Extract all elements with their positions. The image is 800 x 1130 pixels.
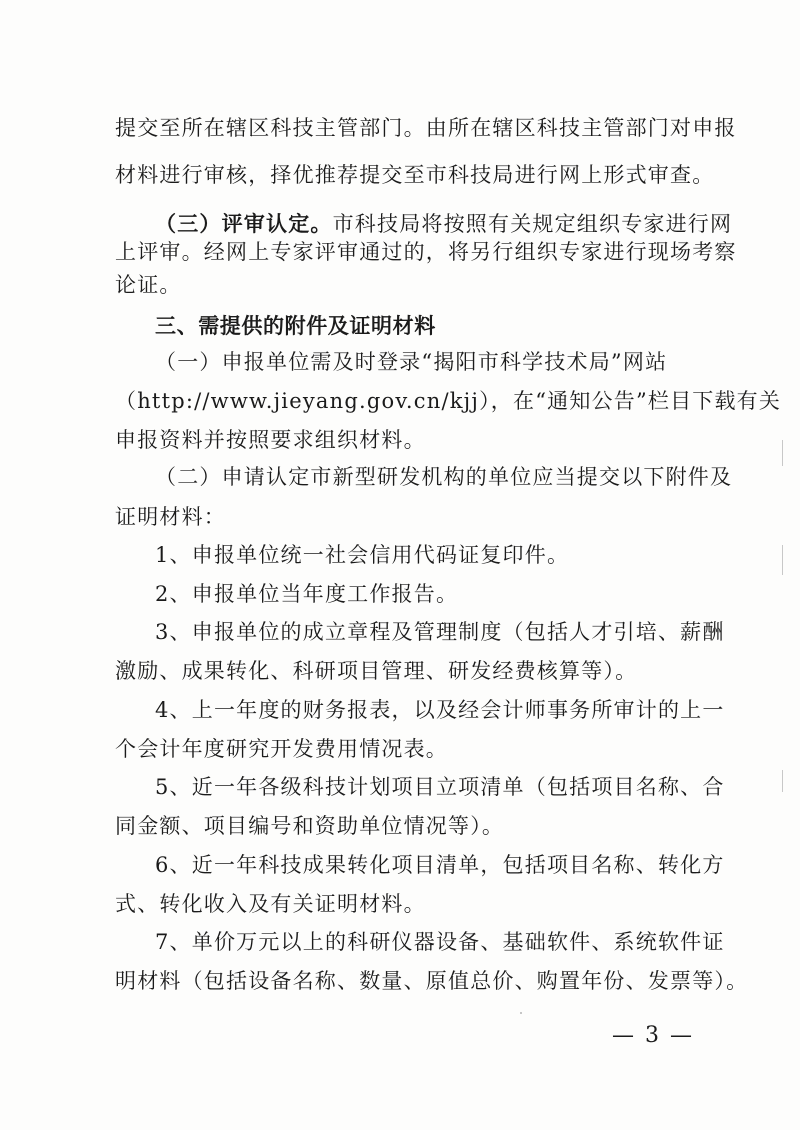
scan-edge-mark-1 (782, 440, 783, 466)
paragraph-line-2: 材料进行审核，择优推荐提交至市科技局进行网上形式审查。 (115, 163, 715, 187)
page-number: — 3 — (612, 1023, 694, 1048)
list-item-4-cont: 个会计年度研究开发费用情况表。 (115, 737, 448, 761)
scan-edge-mark-2 (782, 545, 783, 575)
list-item-5-cont: 同金额、项目编号和资助单位情况等）。 (115, 814, 505, 838)
paragraph-line-1: 提交至所在辖区科技主管部门。由所在辖区科技主管部门对申报 (115, 116, 737, 140)
list-item-7: 7、单价万元以上的科研仪器设备、基础软件、系统软件证 (155, 930, 725, 954)
paragraph-line-3: 上评审。经网上专家评审通过的，将另行组织专家进行现场考察 (115, 240, 737, 264)
list-item-6: 6、近一年科技成果转化项目清单，包括项目名称、转化方 (155, 853, 725, 877)
paragraph-line-4: 论证。 (115, 273, 182, 297)
review-item-line (155, 209, 733, 239)
paragraph-line-5: （一）申报单位需及时登录“揭阳市科学技术局”网站 (155, 350, 668, 374)
scan-speck (520, 1012, 522, 1014)
paragraph-line-6: （http://www.jieyang.gov.cn/kjj），在“通知公告”栏目下载有关 (115, 389, 782, 413)
review-item-label: （三）评审认定。 (155, 212, 333, 236)
list-item-7-cont: 明材料（包括设备名称、数量、原值总价、购置年份、发票等）。 (115, 969, 749, 993)
list-item-5: 5、近一年各级科技计划项目立项清单（包括项目名称、合 (155, 775, 725, 799)
review-item-text: 市科技局将按照有关规定组织专家进行网 (332, 212, 733, 236)
list-item-3: 3、申报单位的成立章程及管理制度（包括人才引培、薪酬 (155, 620, 725, 644)
paragraph-line-8: （二）申请认定市新型研发机构的单位应当提交以下附件及 (155, 465, 733, 489)
section-heading: 三、需提供的附件及证明材料 (155, 314, 436, 338)
list-item-1: 1、申报单位统一社会信用代码证复印件。 (155, 543, 570, 567)
paragraph-line-9: 证明材料： (115, 505, 226, 529)
list-item-6-cont: 式、转化收入及有关证明材料。 (115, 892, 426, 916)
paragraph-line-7: 申报资料并按照要求组织材料。 (115, 428, 426, 452)
list-item-2: 2、申报单位当年度工作报告。 (155, 582, 459, 606)
list-item-4: 4、上一年度的财务报表，以及经会计师事务所审计的上一 (155, 698, 725, 722)
scan-edge-mark-3 (782, 770, 783, 792)
list-item-3-cont: 激励、成果转化、科研项目管理、研发经费核算等）。 (115, 659, 638, 683)
